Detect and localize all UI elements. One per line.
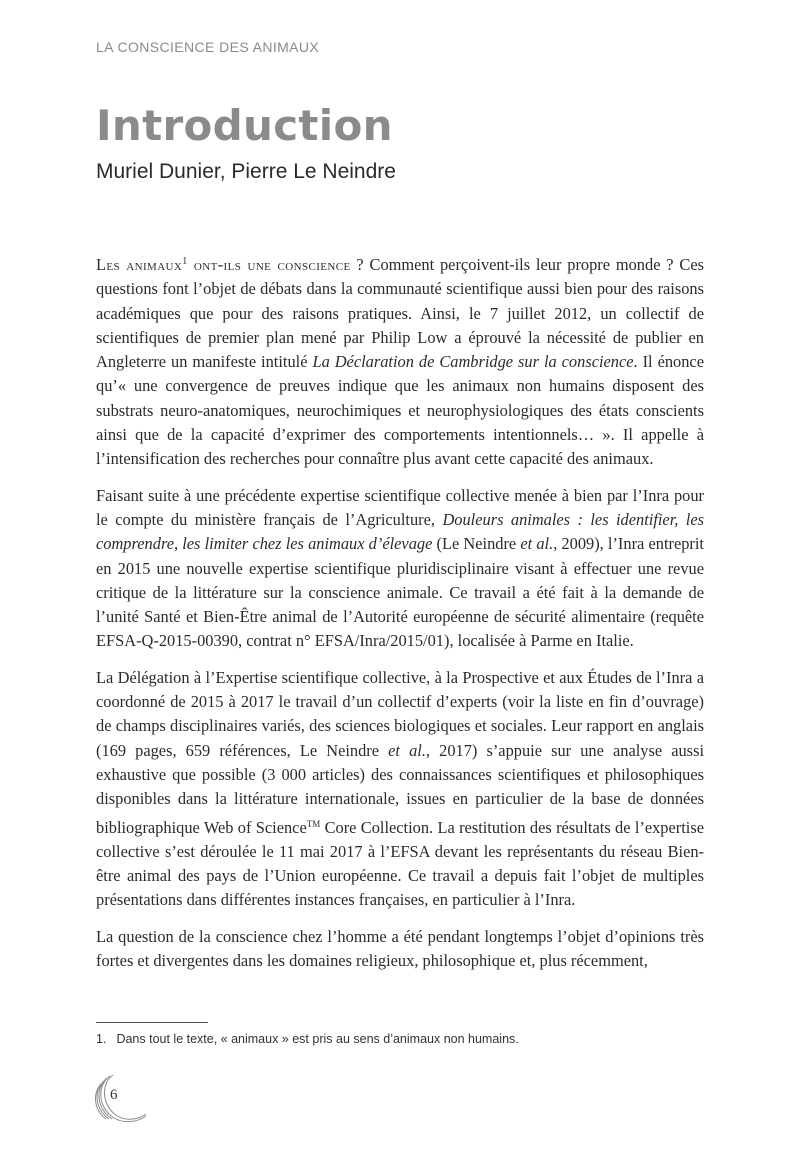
cited-title: La Déclaration de Cambridge sur la conscience xyxy=(312,352,634,372)
page-number: 6 xyxy=(110,1087,118,1103)
footnote xyxy=(96,1032,519,1046)
lead-in: Les animaux$^1$ ont-ils une conscience xyxy=(96,255,351,274)
chapter-title: Introduction xyxy=(96,101,393,150)
body-text xyxy=(96,253,704,985)
trademark-mark: TM xyxy=(306,818,321,829)
footnote-ref[interactable]: 1 xyxy=(182,256,188,267)
paragraph-1: Les animaux$^1$ ont-ils une conscience ? Comment perçoivent-ils leur propre monde ? Ces questions font l’objet de débats dans la communauté scientifique aussi bien pour des raisons académiques que pour des raisons pratiques. Ainsi, le 7 juillet 2012, un collectif de scientifiques de premier plan mené par Philip Low a éprouvé la nécessité de publier en Angleterre un manifeste intitulé La Déclaration de Cambridge sur la conscience. Il énonce qu’« une convergence de preuves indique que les animaux non humains disposent des substrats neuro-anatomiques, neurochimiques et neurophysiologiques des états conscients ainsi que de la capacité d’exprimer des comportements intentionnels… ». Il appelle à l’intensification des recherches pour connaître plus avant cette capacité des animaux. xyxy=(96,255,704,469)
chapter-authors: Muriel Dunier, Pierre Le Neindre xyxy=(96,160,396,183)
arc-lines-icon xyxy=(88,1072,150,1124)
paragraph-3: La Délégation à l’Expertise scientifique collective, à la Prospective et aux Études de l’Inra a coordonné de 2015 à 2017 le travail d’un collectif d’experts (voir la liste en fin d’ouvrage) de champs disciplinaires variés, des sciences biologiques et sociales. Leur rapport en anglais (169 pages, 659 références, Le Neindre et al., 2017) s’appuie sur une analyse aussi exhaustive que possible (3 000 articles) des connaissances scientifiques et philosophiques disponibles dans la littérature internationale, issues en particulier de la base de données bibliographique Web of Science™ Core Collection. La restitution des résultats de l’expertise collective s’est déroulée le 11 mai 2017 à l’EFSA devant les représentants du réseau Bien-être animal des pays de l’Union européenne. Ce travail a depuis fait l’objet de multiples présentations dans différentes instances françaises, en particulier à l’Inra. xyxy=(96,667,704,910)
footnote-text: Dans tout le texte, « animaux » est pris au sens d’animaux non humains. xyxy=(116,1032,519,1046)
paragraph-4: La question de la conscience chez l’homme a été pendant longtemps l’objet d’opinions très fortes et divergentes dans les domaines religieux, philosophique et, plus récemment, xyxy=(96,926,704,971)
cited-title: Douleurs animales : les identifier, les comprendre, les limiter chez les animaux d’élevage xyxy=(96,509,704,554)
paragraph-2: Faisant suite à une précédente expertise scientifique collective menée à bien par l’Inra pour le compte du ministère français de l’Agriculture, Douleurs animales : les identifier, les comprendre, les limiter chez les animaux d’élevage (Le Neindre et al., 2009), l’Inra entreprit en 2015 une nouvelle expertise scientifique pluridisciplinaire visant à effectuer une revue critique de la littérature sur la conscience animale. Ce travail a été fait à la demande de l’unité Santé et Bien-Être animal de l’Autorité européenne de sécurité alimentaire (requête EFSA-Q-2015-00390, contrat n° EFSA/Inra/2015/01), localisée à Parme en Italie. xyxy=(96,485,704,651)
running-head: LA CONSCIENCE DES ANIMAUX xyxy=(96,39,320,55)
footnote-divider xyxy=(96,1022,208,1023)
footnote-number: 1. xyxy=(96,1032,107,1046)
